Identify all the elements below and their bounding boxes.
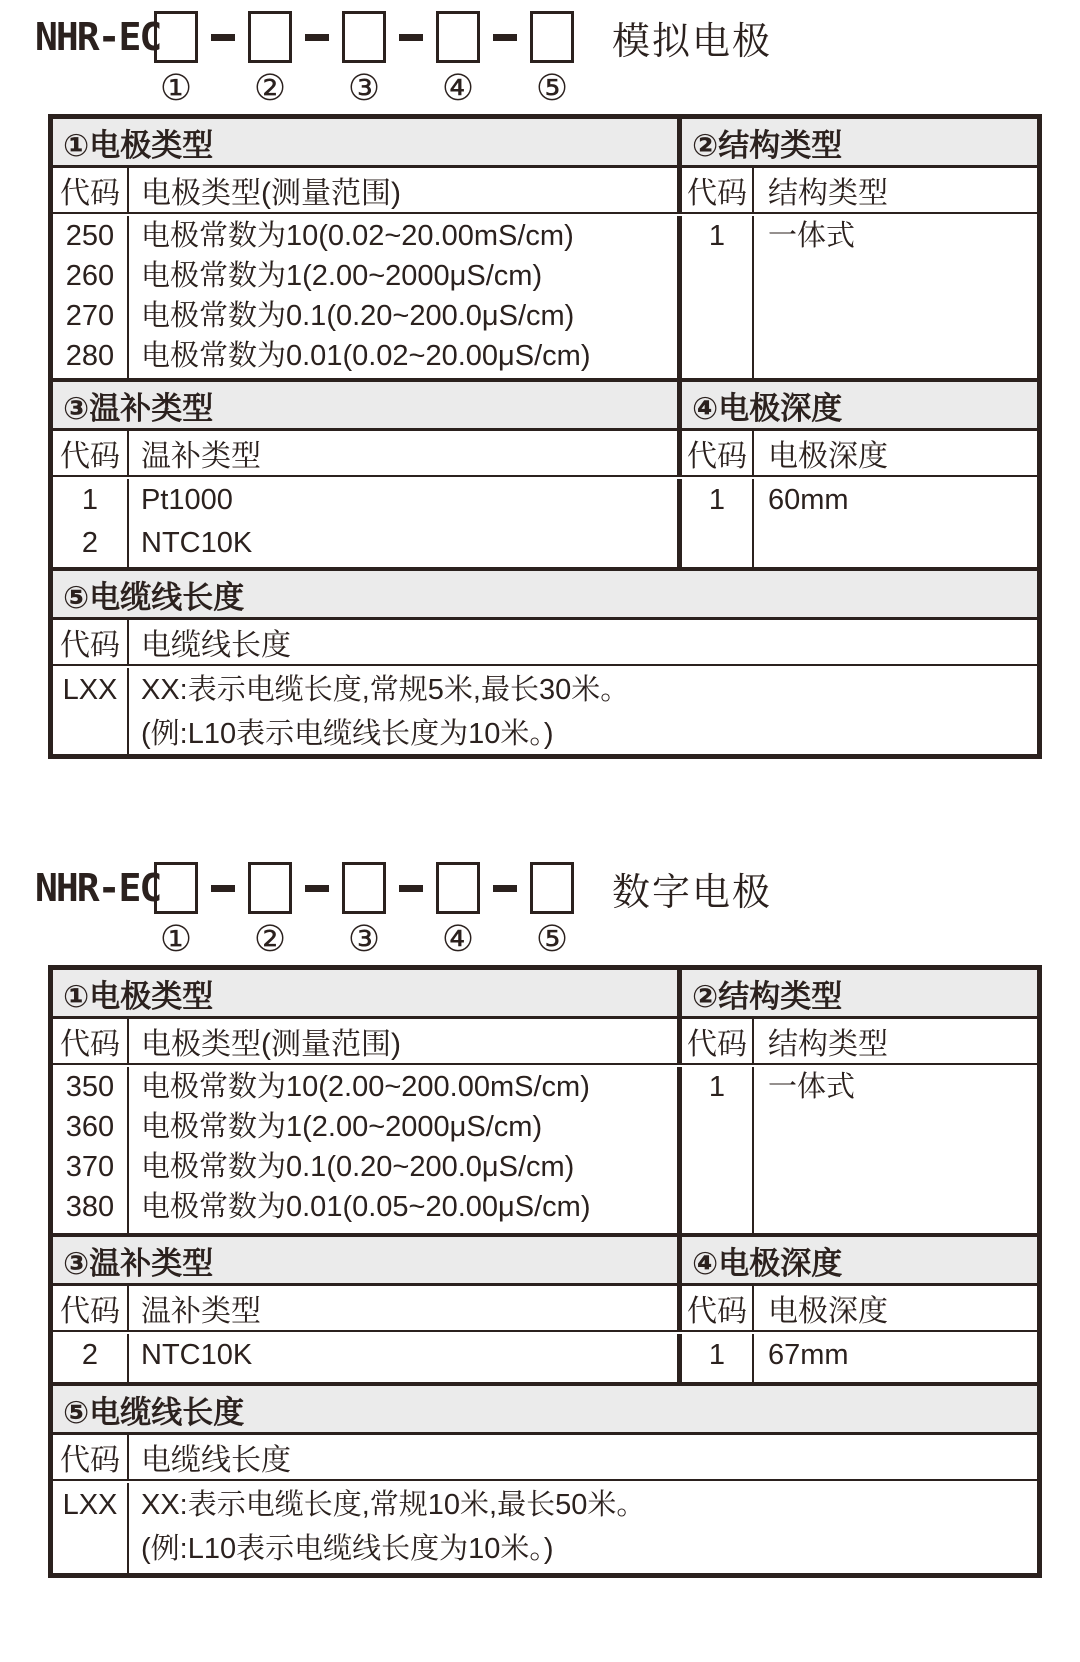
- table-cell: 1: [81, 484, 99, 516]
- marker-2-icon: ②: [253, 67, 287, 108]
- code-column: [53, 1483, 129, 1573]
- table-cell: 67mm: [768, 1339, 849, 1371]
- table-cell: 350: [65, 1071, 115, 1103]
- marker-2-icon: ②: [253, 918, 287, 959]
- marker-3-icon: ③: [347, 67, 381, 108]
- description-column: [129, 1334, 682, 1382]
- table-body: [53, 214, 1037, 378]
- dash-separator: [493, 885, 517, 892]
- code-column: [53, 479, 129, 567]
- table-body: [53, 477, 1037, 567]
- table-cell: 一体式: [768, 1071, 856, 1103]
- section-tempcomp-depth: [53, 1233, 1037, 1382]
- structure-type-title: ②结构类型: [692, 978, 843, 1014]
- cable-length-title: ⑤电缆线长度: [63, 579, 245, 615]
- code-column: [682, 479, 754, 567]
- code-column-header: 代码: [682, 1019, 754, 1063]
- dash-separator: [493, 34, 517, 41]
- model-prefix: NHR-EC: [35, 866, 161, 910]
- table-cell: 电极常数为0.01(0.02~20.00μS/cm): [141, 340, 591, 372]
- description-column: [754, 1067, 1037, 1233]
- code-column: [53, 1067, 129, 1233]
- table-cell: 270: [65, 300, 115, 332]
- code-column: [53, 216, 129, 378]
- code-column-header: 代码: [682, 431, 754, 475]
- column-header-row: [53, 620, 1037, 666]
- table-cell: 电极常数为1(2.00~2000μS/cm): [141, 260, 543, 292]
- code-box-1: [154, 11, 198, 63]
- column-header-row: [53, 168, 1037, 214]
- model-code-line: [35, 8, 1080, 66]
- code-box-3: [342, 11, 386, 63]
- dash-separator: [211, 885, 235, 892]
- code-column: [53, 668, 129, 754]
- section-cable-length: [53, 567, 1037, 754]
- code-box-2: [248, 11, 292, 63]
- table-cell: 2: [81, 527, 99, 559]
- code-column-header: 代码: [53, 1435, 129, 1479]
- marker-5-icon: ⑤: [535, 67, 569, 108]
- code-box-2: [248, 862, 292, 914]
- column-header-row: [53, 431, 1037, 477]
- section-header-row: [53, 119, 1037, 168]
- code-column-header: 代码: [53, 620, 129, 664]
- table-cell: 380: [65, 1191, 115, 1223]
- temp-comp-title: ③温补类型: [53, 1237, 682, 1283]
- code-box-4: [436, 11, 480, 63]
- section-header-row: [53, 382, 1037, 431]
- table-cell: (例:L10表示电缆线长度为10米。): [141, 1533, 554, 1565]
- code-box-4: [436, 862, 480, 914]
- table-cell: 1: [708, 1071, 726, 1103]
- analog-model-code-diagram: [35, 8, 1080, 110]
- section-header-row: [53, 571, 1037, 620]
- cable-length-title: ⑤电缆线长度: [63, 1394, 245, 1430]
- table-cell: 280: [65, 340, 115, 372]
- structure-type-column-header: 结构类型: [768, 177, 888, 210]
- column-header-row: [53, 1286, 1037, 1332]
- temp-comp-title: ③温补类型: [53, 382, 682, 428]
- section-header-row: [53, 1237, 1037, 1286]
- description-column: [129, 668, 1037, 754]
- description-column: [754, 479, 1037, 567]
- section-electrode-structure: [53, 119, 1037, 378]
- table-cell: XX:表示电缆长度,常规5米,最长30米。: [141, 674, 630, 706]
- code-column: [682, 1067, 754, 1233]
- table-body: [53, 1332, 1037, 1382]
- table-cell: 1: [708, 1339, 726, 1371]
- digital-model-code-diagram: [35, 859, 1080, 961]
- electrode-depth-title: ④电极深度: [692, 1245, 843, 1281]
- table-cell: 360: [65, 1111, 115, 1143]
- table-body: [53, 666, 1037, 754]
- table-cell: 电极常数为0.01(0.05~20.00μS/cm): [141, 1191, 591, 1223]
- table-cell: LXX: [62, 1489, 118, 1521]
- table-cell: Pt1000: [141, 484, 233, 516]
- dash-separator: [305, 885, 329, 892]
- table-body: [53, 1481, 1037, 1573]
- code-column-header: 代码: [682, 1286, 754, 1330]
- description-column: [129, 1483, 1037, 1573]
- electrode-type-column-header: 电极类型(测量范围): [129, 168, 682, 212]
- table-cell: 260: [65, 260, 115, 292]
- marker-1-icon: ①: [159, 67, 193, 108]
- electrode-type-title: ①电极类型: [53, 970, 682, 1016]
- code-box-1: [154, 862, 198, 914]
- position-markers: [35, 66, 1080, 110]
- model-code-line: [35, 859, 1080, 917]
- code-box-3: [342, 862, 386, 914]
- temp-comp-column-header: 温补类型: [129, 1286, 682, 1330]
- section-electrode-structure: [53, 970, 1037, 1233]
- table-cell: (例:L10表示电缆线长度为10米。): [141, 718, 554, 750]
- temp-comp-column-header: 温补类型: [129, 431, 682, 475]
- description-column: [129, 1067, 682, 1233]
- depth-column-header: 电极深度: [768, 1295, 888, 1328]
- table-cell: NTC10K: [141, 527, 253, 559]
- section-header-row: [53, 1386, 1037, 1435]
- section-spacer: [0, 759, 1080, 859]
- electrode-depth-title: ④电极深度: [692, 390, 843, 426]
- code-column-header: 代码: [53, 1019, 129, 1063]
- position-markers: [35, 917, 1080, 961]
- marker-4-icon: ④: [441, 67, 475, 108]
- model-suffix-label: 模拟电极: [612, 20, 773, 63]
- table-cell: 60mm: [768, 484, 849, 516]
- code-box-5: [530, 11, 574, 63]
- table-cell: 电极常数为10(0.02~20.00mS/cm): [141, 220, 574, 252]
- depth-column-header: 电极深度: [768, 440, 888, 473]
- analog-ordering-table: [48, 114, 1042, 759]
- marker-3-icon: ③: [347, 918, 381, 959]
- table-cell: 一体式: [768, 220, 856, 252]
- section-cable-length: [53, 1382, 1037, 1573]
- cable-length-column-header: 电缆线长度: [141, 1444, 291, 1477]
- code-column: [682, 216, 754, 378]
- structure-type-column-header: 结构类型: [768, 1028, 888, 1061]
- marker-5-icon: ⑤: [535, 918, 569, 959]
- section-header-row: [53, 970, 1037, 1019]
- dash-separator: [305, 34, 329, 41]
- table-cell: LXX: [62, 674, 118, 706]
- table-cell: 1: [708, 220, 726, 252]
- code-box-5: [530, 862, 574, 914]
- dash-separator: [399, 34, 423, 41]
- description-column: [129, 216, 682, 378]
- table-cell: 电极常数为0.1(0.20~200.0μS/cm): [141, 300, 575, 332]
- marker-1-icon: ①: [159, 918, 193, 959]
- description-column: [754, 216, 1037, 378]
- electrode-type-title: ①电极类型: [53, 119, 682, 165]
- column-header-row: [53, 1019, 1037, 1065]
- structure-type-title: ②结构类型: [692, 127, 843, 163]
- table-cell: XX:表示电缆长度,常规10米,最长50米。: [141, 1489, 646, 1521]
- table-cell: NTC10K: [141, 1339, 253, 1371]
- table-cell: 电极常数为10(2.00~200.00mS/cm): [141, 1071, 590, 1103]
- table-cell: 2: [81, 1339, 99, 1371]
- code-column-header: 代码: [53, 431, 129, 475]
- table-cell: 1: [708, 484, 726, 516]
- code-column: [53, 1334, 129, 1382]
- model-suffix-label: 数字电极: [612, 871, 773, 914]
- table-body: [53, 1065, 1037, 1233]
- description-column: [129, 479, 682, 567]
- dash-separator: [211, 34, 235, 41]
- code-column-header: 代码: [53, 1286, 129, 1330]
- code-column-header: 代码: [53, 168, 129, 212]
- cable-length-column-header: 电缆线长度: [141, 629, 291, 662]
- model-prefix: NHR-EC: [35, 15, 161, 59]
- dash-separator: [399, 885, 423, 892]
- electrode-type-column-header: 电极类型(测量范围): [129, 1019, 682, 1063]
- digital-ordering-table: [48, 965, 1042, 1578]
- description-column: [754, 1334, 1037, 1382]
- marker-4-icon: ④: [441, 918, 475, 959]
- table-cell: 电极常数为0.1(0.20~200.0μS/cm): [141, 1151, 575, 1183]
- table-cell: 370: [65, 1151, 115, 1183]
- column-header-row: [53, 1435, 1037, 1481]
- section-tempcomp-depth: [53, 378, 1037, 567]
- table-cell: 250: [65, 220, 115, 252]
- code-column-header: 代码: [682, 168, 754, 212]
- code-column: [682, 1334, 754, 1382]
- table-cell: 电极常数为1(2.00~2000μS/cm): [141, 1111, 543, 1143]
